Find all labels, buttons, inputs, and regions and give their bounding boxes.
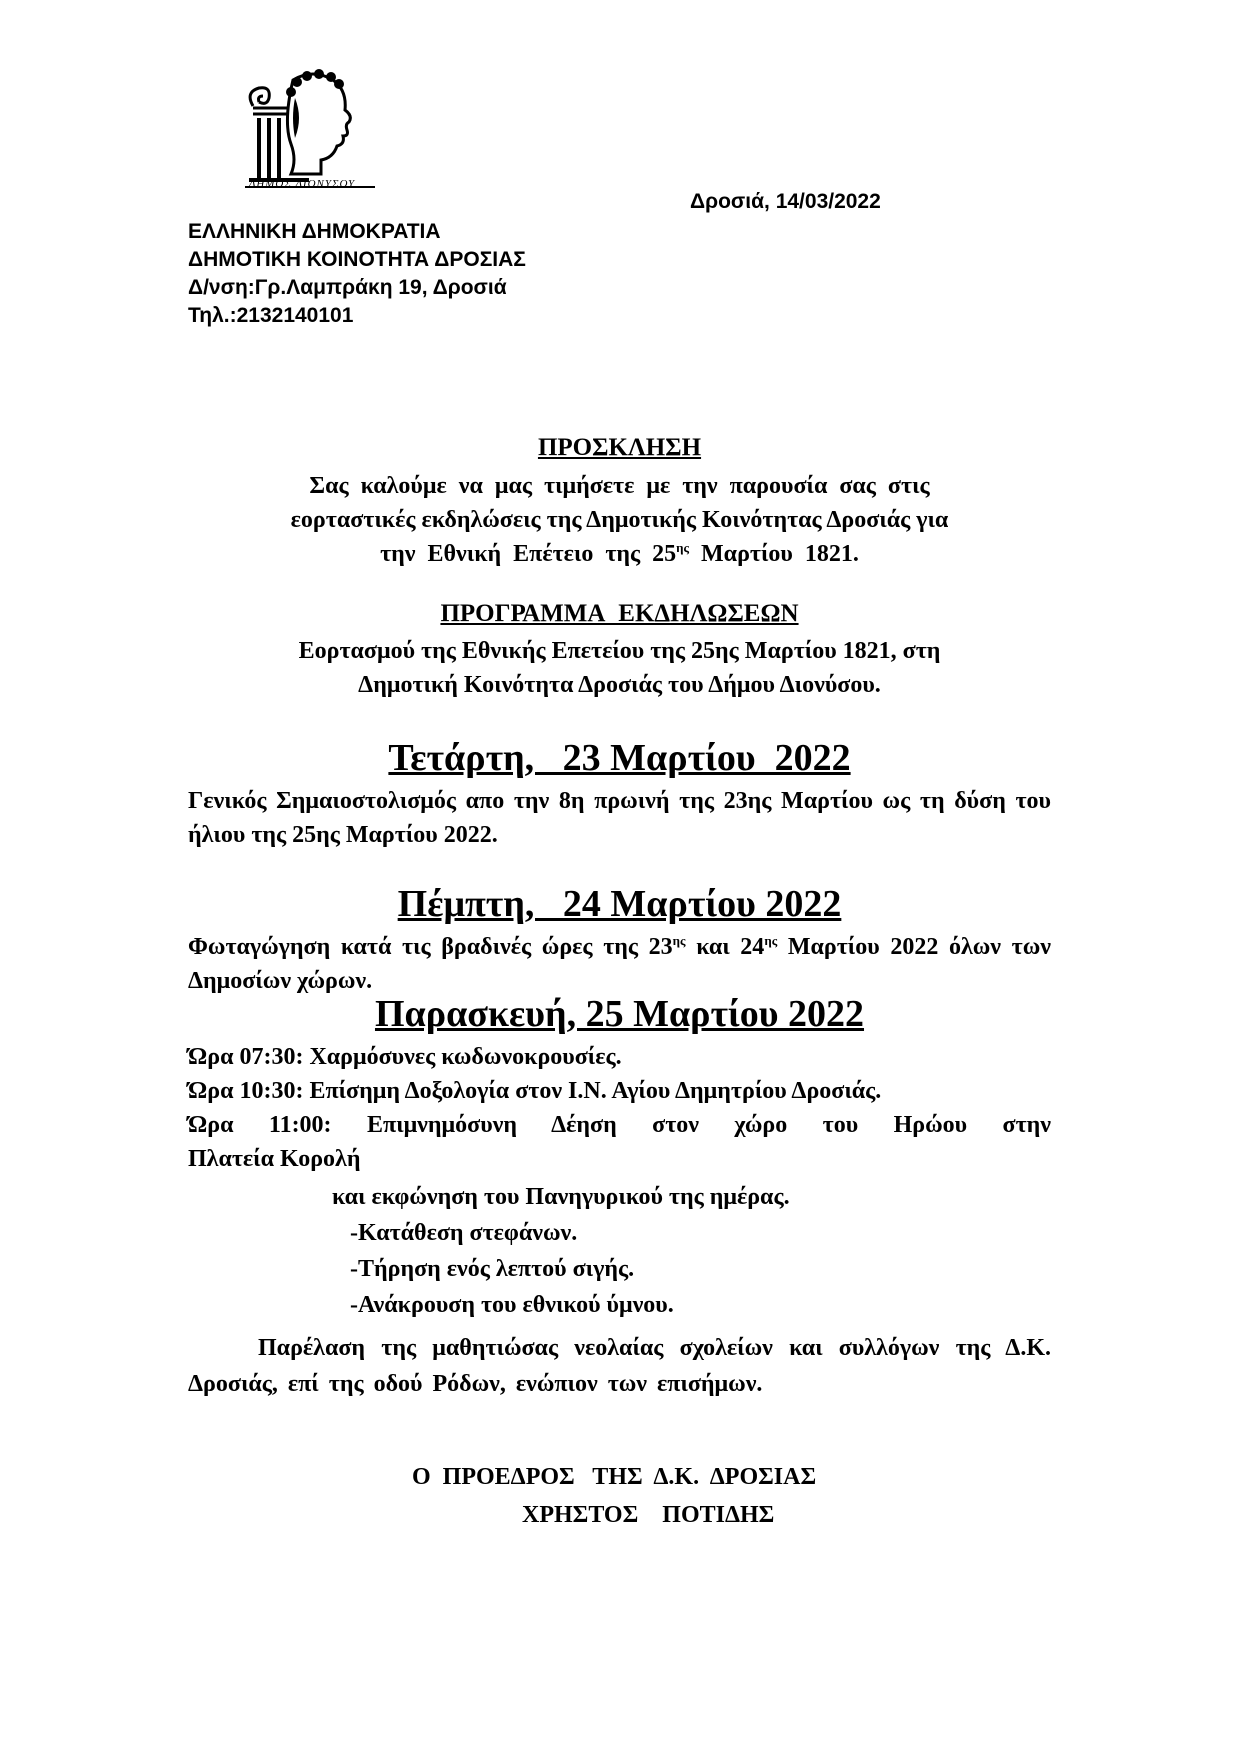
thursday-text-pre: Φωταγώγηση κατά τις βραδινές ώρες της 23 bbox=[188, 934, 673, 960]
invitation-line-3-pre: την Εθνική Επέτειο της 25 bbox=[380, 541, 677, 567]
friday-item: και εκφώνηση του Πανηγυρικού της ημέρας. bbox=[332, 1184, 790, 1210]
day-heading-thursday: Πέμπτη, 24 Μαρτίου 2022 bbox=[397, 883, 842, 925]
signature-name: ΧΡΗΣΤΟΣ ΠΟΤΙΔΗΣ bbox=[522, 1502, 775, 1528]
wednesday-text: Γενικός Σημαιοστολισμός απο την 8η πρωινή της 23ης Μαρτίου ως τη δύση του ήλιου της 25ης Μαρτίου 2022. bbox=[188, 788, 1051, 848]
document-date: Δροσιά, 14/03/2022 bbox=[690, 190, 881, 213]
sender-organization: ΔΗΜΟΤΙΚΗ ΚΟΙΝΟΤΗΤΑ ΔΡΟΣΙΑΣ bbox=[188, 248, 526, 271]
friday-item: Ώρα 07:30: Χαρμόσυνες κωδωνοκρουσίες. bbox=[188, 1044, 622, 1070]
thursday-text-mid: και 24 bbox=[685, 934, 765, 960]
thursday-text bbox=[188, 930, 1051, 998]
logo-caption: ΔΗΜΟΣ ΔΙΟΝΥΣΟΥ bbox=[248, 178, 356, 190]
sender-phone: Τηλ.:2132140101 bbox=[188, 304, 354, 327]
friday-item: Πλατεία Κορολή bbox=[188, 1146, 361, 1172]
invitation-line-3 bbox=[188, 537, 1051, 571]
ordinal-suffix: ης bbox=[764, 933, 778, 948]
friday-item: -Ανάκρουση του εθνικού ύμνου. bbox=[350, 1292, 674, 1318]
invitation-text bbox=[188, 469, 1051, 571]
signature-title: Ο ΠΡΟΕΔΡΟΣ ΤΗΣ Δ.Κ. ΔΡΟΣΙΑΣ bbox=[412, 1464, 817, 1490]
invitation-line-3-post: Μαρτίου 1821. bbox=[689, 541, 859, 567]
ordinal-suffix: ης bbox=[672, 933, 686, 948]
friday-item: Ώρα 11:00: Επιμνημόσυνη Δέηση στον χώρο του Ηρώου στην bbox=[188, 1112, 1051, 1138]
program-line-2: Δημοτική Κοινότητα Δροσιάς του Δήμου Διονύσου. bbox=[358, 672, 881, 698]
ordinal-suffix: ης bbox=[676, 540, 690, 555]
program-title: ΠΡΟΓΡΑΜΜΑ ΕΚΔΗΛΩΣΕΩΝ bbox=[440, 600, 799, 627]
day-heading-friday: Παρασκευή, 25 Μαρτίου 2022 bbox=[374, 993, 865, 1035]
friday-item: -Τήρηση ενός λεπτού σιγής. bbox=[350, 1256, 635, 1282]
friday-item: -Κατάθεση στεφάνων. bbox=[350, 1220, 578, 1246]
invitation-line-1: Σας καλούμε να μας τιμήσετε με την παρουσία σας στις bbox=[309, 473, 930, 499]
invitation-line-2: εορταστικές εκδηλώσεις της Δημοτικής Κοινότητας Δροσιάς για bbox=[290, 507, 949, 533]
sender-address: Δ/νση:Γρ.Λαμπράκη 19, Δροσιά bbox=[188, 276, 507, 299]
invitation-title: ΠΡΟΣΚΛΗΣΗ bbox=[537, 434, 702, 461]
day-heading-wednesday: Τετάρτη, 23 Μαρτίου 2022 bbox=[388, 737, 851, 779]
sender-block bbox=[188, 218, 526, 330]
thursday-text-post: Μαρτίου 2022 όλων των Δημοσίων χώρων. bbox=[188, 934, 1052, 994]
parade-text: Παρέλαση της μαθητιώσας νεολαίας σχολείων και συλλόγων της Δ.Κ. Δροσιάς, επί της οδού Ρόδων, ενώπιον των επισήμων. bbox=[188, 1335, 1051, 1397]
program-line-1: Εορτασμού της Εθνικής Επετείου της 25ης Μαρτίου 1821, στη bbox=[298, 638, 941, 664]
sender-country: ΕΛΛΗΝΙΚΗ ΔΗΜΟΚΡΑΤΙΑ bbox=[188, 220, 441, 243]
friday-item: Ώρα 10:30: Επίσημη Δοξολογία στον Ι.Ν. Αγίου Δημητρίου Δροσιάς. bbox=[188, 1078, 882, 1104]
program-subtitle bbox=[188, 634, 1051, 702]
